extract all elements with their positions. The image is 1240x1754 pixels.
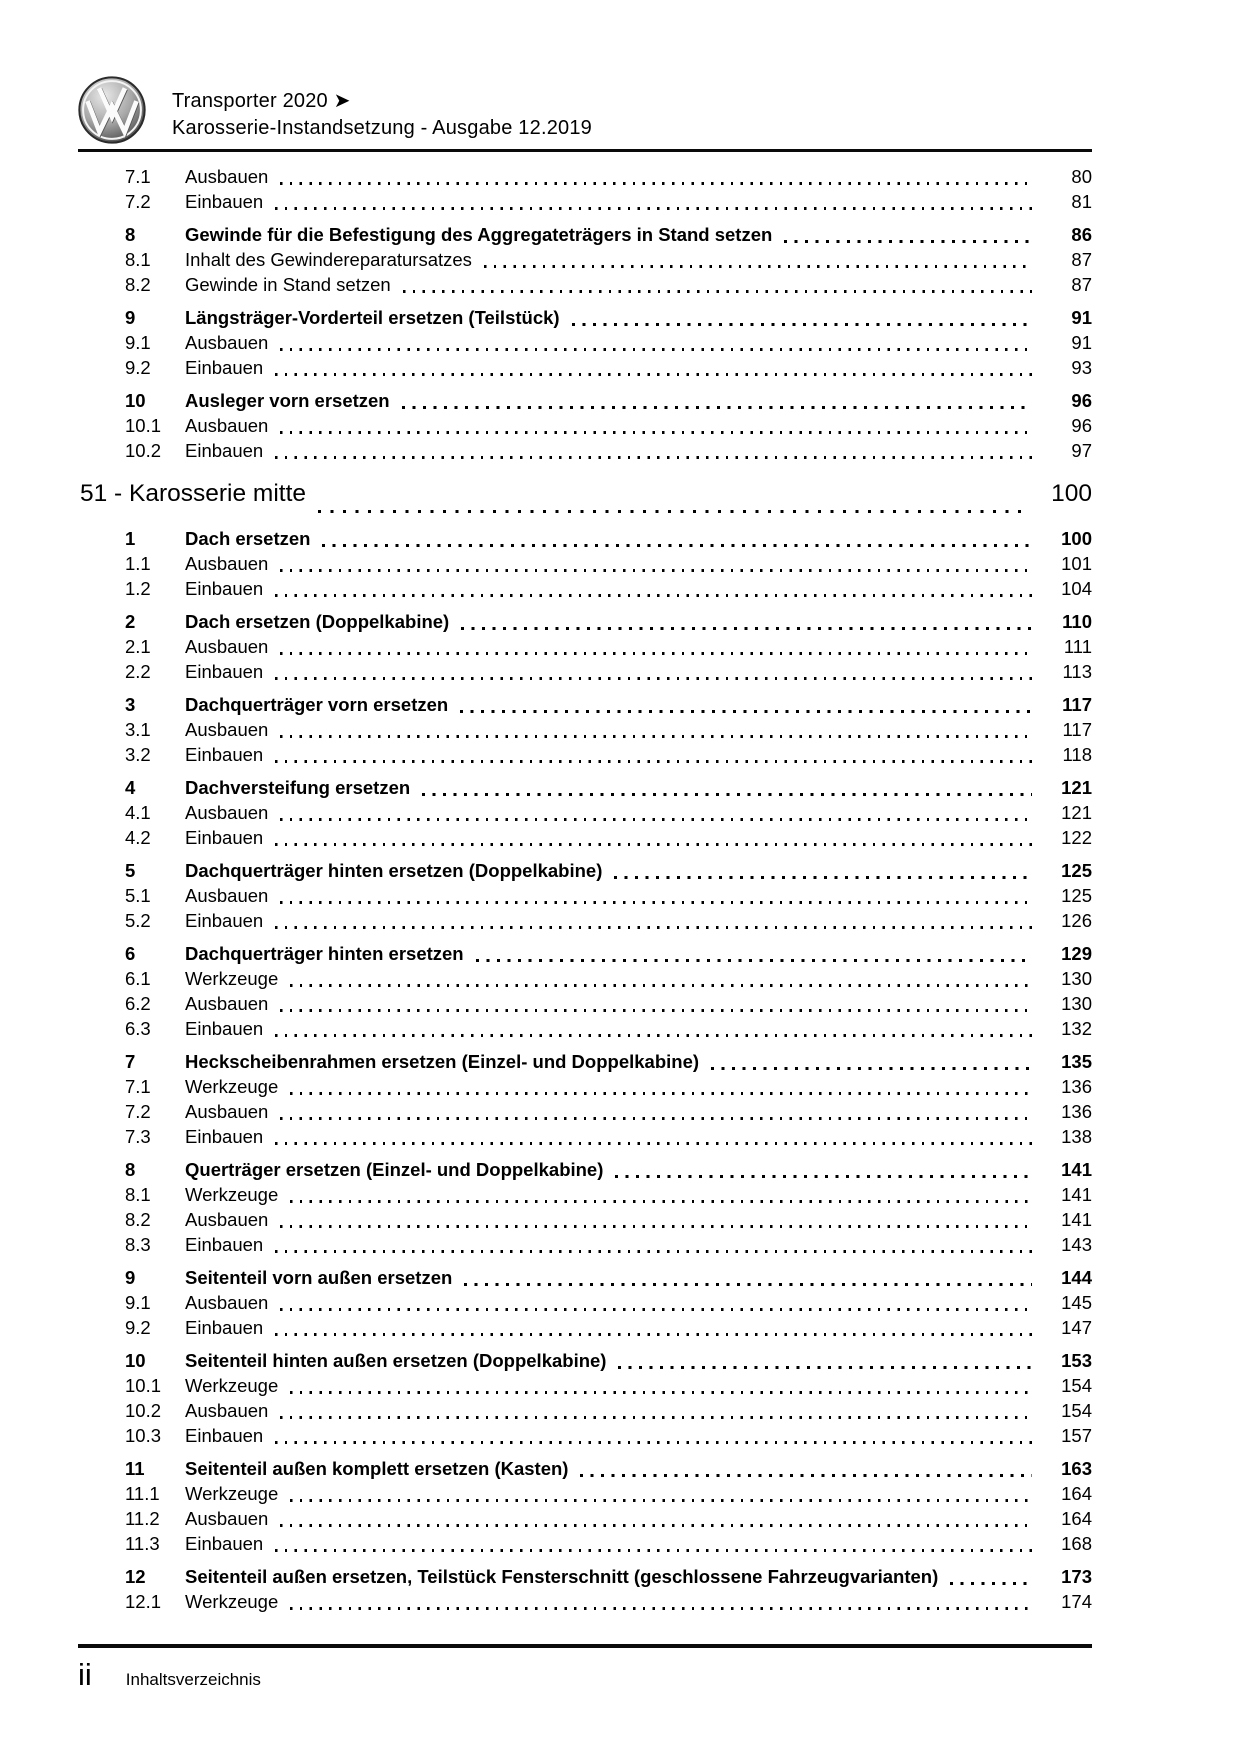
dotted-leader [615,1175,1032,1178]
toc-row [78,332,1092,357]
toc-entry-title: Ausbauen [185,719,269,740]
toc-entry-number: 4 [125,777,136,798]
page-header [78,0,1092,144]
toc-row [78,1184,1092,1209]
toc-entry-title: Ausbauen [185,885,269,906]
toc-row [78,1400,1092,1425]
toc-entry-number: 1.2 [125,578,151,599]
toc-row [78,1292,1092,1317]
page-footer [78,1658,1092,1692]
toc-entry-title: Dachquerträger vorn ersetzen [185,694,449,715]
toc-row [78,1566,1092,1591]
dotted-leader [290,1607,1032,1610]
toc-row [78,224,1092,249]
toc-entry-page: 164 [1061,1483,1092,1504]
dotted-leader [280,182,1032,185]
toc-entry-page: 117 [1062,694,1092,715]
toc-entry-title: Ausbauen [185,1209,269,1230]
toc-row [78,802,1092,827]
dotted-leader [275,1250,1032,1253]
toc-row [78,274,1092,299]
toc-row [78,1101,1092,1126]
toc-entry-page: 168 [1061,1533,1092,1554]
dotted-leader [460,710,1032,713]
dotted-leader [290,984,1032,987]
toc-row [78,661,1092,686]
toc-entry-page: 110 [1062,611,1092,632]
toc-entry-title: Ausleger vorn ersetzen [185,390,390,411]
toc-entry-number: 6.3 [125,1018,151,1039]
toc-entry-title: Querträger ersetzen (Einzel- und Doppelkabine) [185,1159,604,1180]
toc-row [78,1234,1092,1259]
toc-entry-title: Ausbauen [185,1508,269,1529]
dotted-leader [572,323,1032,326]
toc-entry-number: 3.2 [125,744,151,765]
toc-row [78,191,1092,216]
toc-row [78,860,1092,885]
dotted-leader [403,290,1032,293]
toc-entry-title: Einbauen [185,1533,264,1554]
dotted-leader [422,793,1032,796]
toc-entry-title: Einbauen [185,1425,264,1446]
toc-entry-number: 8.2 [125,1209,151,1230]
toc-row [78,943,1092,968]
toc-entry-number: 3.1 [125,719,151,740]
toc-entry-page: 125 [1061,860,1092,881]
toc-row [78,1591,1092,1616]
dotted-leader [280,901,1032,904]
dotted-leader [290,1391,1032,1394]
toc-entry-number: 7.1 [125,166,151,187]
toc-entry-page: 174 [1061,1591,1092,1612]
toc-entry-page: 111 [1063,636,1092,657]
toc-entry-number: 10.2 [125,440,162,461]
dotted-leader [280,818,1032,821]
toc-row [78,968,1092,993]
toc-entry-number: 8.1 [125,249,151,270]
toc-entry-title: Einbauen [185,661,264,682]
dotted-leader [484,265,1032,268]
toc-entry-title: Werkzeuge [185,1184,279,1205]
toc-entry-number: 9.1 [125,332,151,353]
toc-row [78,885,1092,910]
toc-entry-title: Einbauen [185,1126,264,1147]
dotted-leader [275,594,1032,597]
dotted-leader [280,348,1032,351]
toc-entry-page: 118 [1062,744,1092,765]
toc-entry-title: Dachquerträger hinten ersetzen [185,943,464,964]
toc-row [78,1458,1092,1483]
toc-entry-title: Gewinde in Stand setzen [185,274,391,295]
toc-entry-page: 121 [1061,802,1092,823]
toc-entry-number: 2.1 [125,636,151,657]
toc-entry-page: 141 [1061,1159,1092,1180]
toc-entry-number: 7.2 [125,191,151,212]
toc-entry-number: 10.3 [125,1425,162,1446]
toc-row [78,1126,1092,1151]
dotted-leader [275,1333,1032,1336]
toc-entry-page: 130 [1061,968,1092,989]
toc-entry-title: Einbauen [185,1234,264,1255]
dotted-leader [280,1009,1032,1012]
toc-entry-page: 81 [1071,191,1092,212]
dotted-leader [290,1092,1032,1095]
toc-entry-number: 9 [125,307,136,328]
dotted-leader [280,1416,1032,1419]
toc-entry-number: 8 [125,1159,136,1180]
dotted-leader [290,1200,1032,1203]
toc-entry-page: 157 [1061,1425,1092,1446]
toc-entry-number: 1.1 [125,553,151,574]
dotted-leader [280,1524,1032,1527]
toc-entry-page: 141 [1061,1209,1092,1230]
toc-entry-number: 8.2 [125,274,151,295]
toc-row [78,1076,1092,1101]
header-divider [78,149,1092,152]
toc-entry-title: Inhalt des Gewindereparatursatzes [185,249,472,270]
dotted-leader [461,627,1032,630]
toc-entry-number: 8.1 [125,1184,151,1205]
toc-entry-page: 117 [1062,719,1092,740]
toc-entry-number: 9.2 [125,1317,151,1338]
toc-entry-title: Werkzeuge [185,968,279,989]
toc-entry-page: 104 [1061,578,1092,599]
dotted-leader [280,735,1032,738]
toc-row [78,1051,1092,1076]
dotted-leader [275,1549,1032,1552]
toc-entry-page: 143 [1061,1234,1092,1255]
toc-entry-title: Einbauen [185,910,264,931]
toc-entry-page: 100 [1051,480,1092,507]
toc-row [78,744,1092,769]
toc-entry-number: 12.1 [125,1591,162,1612]
dotted-leader [711,1067,1032,1070]
toc-entry-number: 2.2 [125,661,151,682]
toc-entry-page: 97 [1071,440,1092,461]
toc-entry-number: 9.2 [125,357,151,378]
toc-entry-page: 132 [1061,1018,1092,1039]
toc-entry-page: 86 [1071,224,1092,245]
toc-entry-title: Werkzeuge [185,1483,279,1504]
toc-entry-page: 153 [1061,1350,1092,1371]
header-title-block [172,76,592,142]
toc-entry-number: 12 [125,1566,146,1587]
toc-entry-title: Seitenteil hinten außen ersetzen (Doppelkabine) [185,1350,607,1371]
toc-entry-title: Seitenteil außen komplett ersetzen (Kasten) [185,1458,569,1479]
toc-entry-title: Dachversteifung ersetzen [185,777,411,798]
toc-entry-page: 126 [1061,910,1092,931]
toc-row [78,440,1092,465]
dotted-leader [402,406,1032,409]
dotted-leader [275,1034,1032,1037]
toc-row [78,1209,1092,1234]
toc-entry-page: 144 [1061,1267,1092,1288]
toc-entry-page: 87 [1071,274,1092,295]
toc-entry-page: 129 [1061,943,1092,964]
toc-entry-number: 7.3 [125,1126,151,1147]
toc-entry-number: 10.1 [125,415,162,436]
toc-entry-page: 113 [1062,661,1092,682]
toc-entry-number: 3 [125,694,136,715]
toc-entry-page: 100 [1061,528,1092,549]
toc-entry-title: Seitenteil vorn außen ersetzen [185,1267,453,1288]
dotted-leader [275,1441,1032,1444]
toc-entry-number: 10 [125,390,146,411]
toc-entry-title: Ausbauen [185,802,269,823]
dotted-leader [280,1308,1032,1311]
toc-entry-number: 9.1 [125,1292,151,1313]
toc-entry-number: 10.1 [125,1375,162,1396]
toc-row [78,480,1092,520]
toc-entry-number: 6 [125,943,136,964]
dotted-leader [275,760,1032,763]
toc-entry-number: 5 [125,860,136,881]
toc-row [78,553,1092,578]
toc-entry-title: Werkzeuge [185,1375,279,1396]
toc-row [78,1375,1092,1400]
footer-divider [78,1644,1092,1648]
toc-entry-title: Einbauen [185,827,264,848]
toc-entry-number: 4.2 [125,827,151,848]
dotted-leader [275,1142,1032,1145]
toc-entry-title: Einbauen [185,578,264,599]
toc-row [78,357,1092,382]
header-manual-line: Karosserie-Instandsetzung - Ausgabe 12.2019 [172,117,592,139]
toc-row [78,694,1092,719]
toc-entry-title: Ausbauen [185,1400,269,1421]
toc-entry-page: 135 [1061,1051,1092,1072]
toc-entry-page: 138 [1061,1126,1092,1147]
toc-row [78,1350,1092,1375]
toc-entry-number: 7.1 [125,1076,151,1097]
toc-entry-page: 141 [1061,1184,1092,1205]
toc-entry-title: Ausbauen [185,332,269,353]
toc-entry-title: Ausbauen [185,415,269,436]
toc-row [78,777,1092,802]
toc-entry-page: 130 [1061,993,1092,1014]
toc-row [78,993,1092,1018]
toc-row [78,578,1092,603]
toc-entry-title: Dach ersetzen [185,528,311,549]
toc-row [78,1425,1092,1450]
dotted-leader [476,959,1032,962]
toc-row [78,415,1092,440]
toc-entry-page: 122 [1061,827,1092,848]
dotted-leader [614,876,1032,879]
dotted-leader [275,926,1032,929]
toc-row [78,636,1092,661]
toc-entry-number: 7 [125,1051,136,1072]
toc-entry-number: 5.1 [125,885,151,906]
toc-entry-number: 8.3 [125,1234,151,1255]
toc-entry-title: Einbauen [185,1317,264,1338]
toc-entry-number: 4.1 [125,802,151,823]
toc-entry-title: Einbauen [185,744,264,765]
dotted-leader [318,510,1024,513]
toc-row [78,719,1092,744]
dotted-leader [784,240,1032,243]
dotted-leader [275,456,1032,459]
toc-entry-title: Ausbauen [185,553,269,574]
dotted-leader [580,1474,1032,1477]
toc-entry-page: 80 [1071,166,1092,187]
toc-row [78,390,1092,415]
toc-entry-title: Dach ersetzen (Doppelkabine) [185,611,450,632]
toc-entry-page: 93 [1071,357,1092,378]
toc-entry-title: Ausbauen [185,166,269,187]
toc-row [78,1317,1092,1342]
toc-entry-page: 154 [1061,1400,1092,1421]
toc-entry-title: Einbauen [185,1018,264,1039]
toc-entry-title: Einbauen [185,440,264,461]
footer-page-number: ii [78,1657,92,1692]
dotted-leader [275,843,1032,846]
toc-row [78,1533,1092,1558]
toc-entry-title: Werkzeuge [185,1591,279,1612]
toc-entry-number: 5.2 [125,910,151,931]
toc-entry-title: Dachquerträger hinten ersetzen (Doppelkabine) [185,860,603,881]
toc-row [78,1508,1092,1533]
toc-entry-page: 164 [1061,1508,1092,1529]
toc-entry-title: Heckscheibenrahmen ersetzen (Einzel- und Doppelkabine) [185,1051,700,1072]
dotted-leader [280,569,1032,572]
dotted-leader [280,1117,1032,1120]
toc-entry-number: 7.2 [125,1101,151,1122]
toc-row [78,1018,1092,1043]
toc-entry-number: 6.1 [125,968,151,989]
toc-row [78,1483,1092,1508]
toc-row [78,1267,1092,1292]
toc [78,166,1092,1616]
toc-entry-title: Werkzeuge [185,1076,279,1097]
toc-entry-title: Längsträger-Vorderteil ersetzen (Teilstück) [185,307,560,328]
toc-entry-page: 121 [1061,777,1092,798]
dotted-leader [280,431,1032,434]
vw-logo-icon [78,76,146,144]
toc-entry-page: 87 [1071,249,1092,270]
toc-entry-page: 136 [1061,1101,1092,1122]
toc-row [78,166,1092,191]
toc-entry-page: 163 [1061,1458,1092,1479]
toc-entry-title: Gewinde für die Befestigung des Aggregateträgers in Stand setzen [185,224,773,245]
toc-entry-number: 10.2 [125,1400,162,1421]
toc-entry-page: 154 [1061,1375,1092,1396]
dotted-leader [464,1283,1032,1286]
toc-entry-number: 11.3 [125,1533,160,1554]
toc-entry-page: 96 [1071,415,1092,436]
dotted-leader [290,1499,1032,1502]
toc-entry-number: 9 [125,1267,136,1288]
toc-entry-number: 8 [125,224,136,245]
toc-entry-number: 11 [125,1458,145,1479]
dotted-leader [275,207,1032,210]
dotted-leader [275,373,1032,376]
toc-entry-title: Ausbauen [185,993,269,1014]
toc-row [78,528,1092,553]
toc-entry-page: 173 [1061,1566,1092,1587]
dotted-leader [618,1366,1032,1369]
dotted-leader [280,1225,1032,1228]
toc-entry-title: Ausbauen [185,1101,269,1122]
toc-entry-number: 1 [125,528,136,549]
toc-entry-title: Einbauen [185,357,264,378]
toc-entry-page: 101 [1061,553,1092,574]
toc-entry-page: 136 [1061,1076,1092,1097]
toc-entry-page: 145 [1061,1292,1092,1313]
toc-entry-title: Ausbauen [185,1292,269,1313]
toc-entry-title: 51 - Karosserie mitte [80,480,307,507]
toc-entry-title: Seitenteil außen ersetzen, Teilstück Fensterschnitt (geschlossene Fahrzeugvarianten) [185,1566,939,1587]
toc-row [78,1159,1092,1184]
toc-row [78,611,1092,636]
toc-entry-number: 11.1 [125,1483,160,1504]
toc-entry-title: Ausbauen [185,636,269,657]
toc-entry-number: 2 [125,611,136,632]
toc-entry-page: 91 [1071,332,1092,353]
toc-entry-page: 147 [1061,1317,1092,1338]
header-model-line: Transporter 2020 ➤ [172,90,351,112]
dotted-leader [322,544,1032,547]
toc-row [78,827,1092,852]
toc-entry-title: Einbauen [185,191,264,212]
toc-row [78,307,1092,332]
dotted-leader [950,1582,1032,1585]
toc-entry-number: 6.2 [125,993,151,1014]
toc-entry-number: 11.2 [125,1508,160,1529]
toc-entry-page: 125 [1061,885,1092,906]
toc-entry-page: 96 [1071,390,1092,411]
toc-row [78,249,1092,274]
toc-entry-number: 10 [125,1350,146,1371]
dotted-leader [280,652,1032,655]
toc-row [78,910,1092,935]
dotted-leader [275,677,1032,680]
footer-section-label: Inhaltsverzeichnis [125,1670,261,1689]
toc-entry-page: 91 [1071,307,1092,328]
